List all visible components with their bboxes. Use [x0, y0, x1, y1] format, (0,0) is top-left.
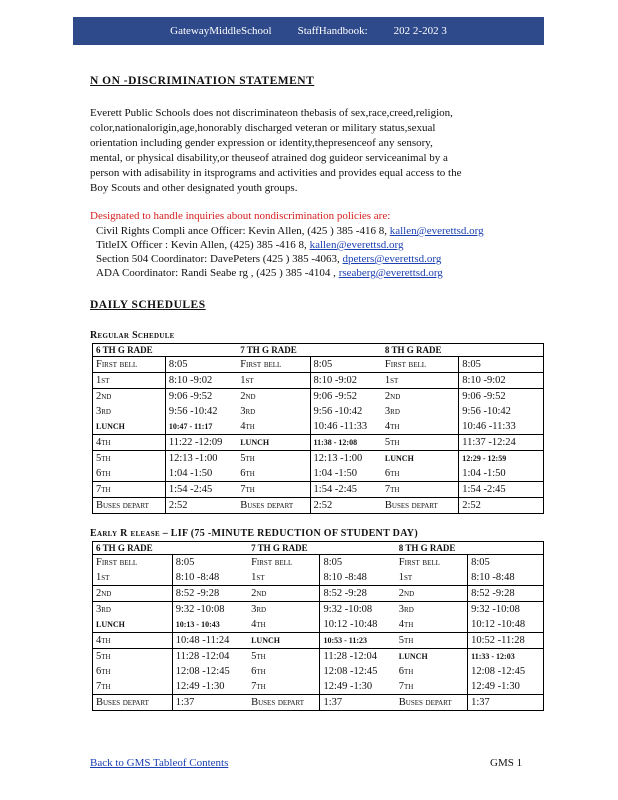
period-label: 4th	[382, 419, 459, 435]
header-school: GatewayMiddleSchool	[170, 25, 272, 37]
coordinator-title-ix	[96, 238, 404, 252]
email-link[interactable]: kallen@everettsd.org	[309, 239, 404, 251]
period-label: 7th	[93, 482, 166, 498]
coordinator-label: Civil Rights Compli ance Officer: Kevin Allen, (425 ) 385 -416 8,	[96, 225, 390, 237]
period-time: 9:56 -10:42	[165, 404, 237, 419]
period-time: 9:32 -10:08	[320, 602, 396, 618]
period-time: 8:05	[459, 357, 544, 373]
period-label: 3rd	[398, 604, 414, 615]
coordinator-civil-rights	[96, 224, 484, 238]
period-label: 4th	[237, 419, 310, 435]
period-time: 11:22 -12:09	[165, 435, 237, 451]
period-label: 7th	[382, 482, 459, 498]
back-to-contents-link[interactable]: Back to GMS Tableof Contents	[90, 757, 229, 769]
period-time: 10:46 -11:33	[310, 419, 382, 435]
period-time: 8:05	[172, 555, 248, 571]
period-time: 1:37	[172, 695, 248, 711]
grade-8-header: 8 TH G RADE	[396, 542, 544, 555]
table-row	[93, 602, 544, 618]
table-row	[93, 482, 544, 498]
period-label: 2nd	[96, 391, 112, 402]
period-time: 11:28 -12:04	[320, 649, 396, 665]
period-label: First bell	[398, 557, 440, 568]
period-label: 5th	[96, 453, 111, 464]
period-time: 10:12 -10:48	[468, 617, 544, 633]
grade-6-header: 6 TH G RADE	[93, 344, 238, 357]
period-label: Buses depart	[240, 500, 294, 511]
grade-header-row	[93, 344, 544, 357]
period-label: First bell	[96, 557, 138, 568]
grade-7-header: 7 TH G RADE	[248, 542, 396, 555]
period-time: 8:52 -9:28	[468, 586, 544, 602]
period-time: 8:10 -8:48	[172, 570, 248, 586]
period-time: 11:37 -12:24	[459, 435, 544, 451]
period-label: LUNCH	[384, 454, 414, 463]
period-label: 3rd	[384, 406, 400, 417]
period-label: 6th	[237, 466, 310, 482]
coordinator-ada	[96, 266, 443, 280]
period-label: 7th	[248, 679, 320, 695]
period-time: 2:52	[459, 498, 544, 514]
period-label: Buses depart	[251, 697, 305, 708]
table-row	[93, 649, 544, 665]
period-time: 8:10 -8:48	[320, 570, 396, 586]
period-time: 1:54 -2:45	[310, 482, 382, 498]
period-label: First bell	[382, 357, 459, 373]
period-label: LUNCH	[93, 419, 166, 435]
statement-line: Boy Scouts and other designated youth groups.	[90, 182, 298, 194]
table-row	[93, 498, 544, 514]
email-link[interactable]: dpeters@everettsd.org	[342, 253, 442, 265]
table-row	[93, 357, 544, 373]
period-time: 12:13 -1:00	[310, 451, 382, 467]
period-label: 4th	[396, 617, 468, 633]
period-time: 11:33 - 12:03	[468, 649, 544, 665]
period-label: 6th	[382, 466, 459, 482]
period-label: First bell	[251, 557, 293, 568]
table-row	[93, 679, 544, 695]
period-label: 2nd	[248, 586, 320, 602]
period-time: 9:06 -9:52	[459, 389, 544, 405]
period-time: 9:06 -9:52	[310, 389, 382, 405]
period-label: 2nd	[384, 391, 401, 402]
period-time: 8:10 -9:02	[459, 373, 544, 389]
period-time: 12:13 -1:00	[165, 451, 237, 467]
period-time: 12:08 -12:45	[320, 664, 396, 679]
period-label: LUNCH	[93, 617, 173, 633]
statement-line: person with adisability in itsprograms and activities and provides equal access to the	[90, 167, 462, 179]
period-label: 2nd	[396, 586, 468, 602]
period-label: 6th	[398, 666, 414, 677]
period-time: 12:08 -12:45	[468, 664, 544, 679]
grade-7-header: 7 TH G RADE	[237, 344, 382, 357]
statement-line: mental, or physical disability,or theuseof atrained dog guideor serviceanimal by a	[90, 152, 448, 164]
period-label: Buses depart	[96, 500, 149, 511]
table-row	[93, 664, 544, 679]
period-time: 12:08 -12:45	[172, 664, 248, 679]
period-time: 8:10 -8:48	[468, 570, 544, 586]
table-row	[93, 466, 544, 482]
period-label: 7th	[237, 482, 310, 498]
period-time: 8:52 -9:28	[172, 586, 248, 602]
period-label: 6th	[93, 466, 166, 482]
period-label: 4th	[93, 633, 173, 649]
table-row	[93, 419, 544, 435]
regular-schedule-table	[92, 343, 544, 514]
period-label: Buses depart	[384, 500, 438, 511]
period-label: 3rd	[96, 604, 111, 615]
early-release-label: Early R elease – LIF (75 -MINUTE REDUCTION OF STUDENT DAY)	[90, 528, 418, 539]
period-label: LUNCH	[398, 652, 428, 661]
period-label: 1st	[237, 373, 310, 389]
email-link[interactable]: rseaberg@everettsd.org	[338, 267, 443, 279]
period-label: 5th	[96, 651, 111, 662]
period-time: 10:53 - 11:23	[320, 633, 396, 649]
nondiscrimination-statement	[90, 106, 502, 196]
period-time: 10:46 -11:33	[459, 419, 544, 435]
period-label: 5th	[382, 435, 459, 451]
table-row	[93, 373, 544, 389]
period-time: 1:04 -1:50	[459, 466, 544, 482]
period-time: 8:05	[310, 357, 382, 373]
period-time: 8:10 -9:02	[310, 373, 382, 389]
period-label: 1st	[396, 570, 468, 586]
period-label: 4th	[93, 435, 166, 451]
statement-line: Everett Public Schools does not discriminateon thebasis of sex,race,creed,religion,	[90, 107, 453, 119]
statement-line: orientation including gender expression or identity,thepresenceof any sensory,	[90, 137, 433, 149]
period-time: 10:47 - 11:17	[165, 419, 237, 435]
period-time: 12:49 -1:30	[172, 679, 248, 695]
period-time: 8:52 -9:28	[320, 586, 396, 602]
grade-8-header: 8 TH G RADE	[382, 344, 544, 357]
early-release-table	[92, 541, 544, 711]
coordinator-section-504	[96, 252, 441, 266]
page-number: GMS 1	[490, 757, 523, 769]
nondiscrimination-title: N ON -DISCRIMINATION STATEMENT	[90, 75, 315, 87]
period-time: 1:54 -2:45	[459, 482, 544, 498]
page-header	[73, 17, 544, 45]
period-time: 9:56 -10:42	[459, 404, 544, 419]
period-time: 10:12 -10:48	[320, 617, 396, 633]
coordinator-label: ADA Coordinator: Randi Seabe rg , (425 ) 385 -4104 ,	[96, 267, 339, 279]
period-time: 9:32 -10:08	[172, 602, 248, 618]
period-time: 10:52 -11:28	[468, 633, 544, 649]
email-link[interactable]: kallen@everettsd.org	[389, 225, 484, 237]
period-label: 5th	[240, 453, 255, 464]
period-time: 11:38 - 12:08	[310, 435, 382, 451]
period-time: 10:13 - 10:43	[172, 617, 248, 633]
period-label: 3rd	[240, 406, 256, 417]
period-label: 4th	[248, 617, 320, 633]
header-handbook: StaffHandbook:	[297, 25, 368, 37]
period-time: 1:04 -1:50	[310, 466, 382, 482]
daily-schedules-title: DAILY SCHEDULES	[90, 299, 206, 311]
period-label: 1st	[93, 570, 173, 586]
period-time: 9:32 -10:08	[468, 602, 544, 618]
grade-6-header: 6 TH G RADE	[93, 542, 249, 555]
period-label: Buses depart	[96, 697, 149, 708]
period-label: 6th	[96, 666, 111, 677]
coordinator-label: TitleIX Officer : Kevin Allen, (425) 385 -416 8,	[96, 239, 310, 251]
period-label: LUNCH	[237, 435, 310, 451]
period-label: 7th	[396, 679, 468, 695]
table-row	[93, 570, 544, 586]
period-time: 12:49 -1:30	[320, 679, 396, 695]
period-time: 1:37	[320, 695, 396, 711]
period-label: 3rd	[96, 406, 111, 417]
statement-line: color,nationalorigin,age,honorably discharged veteran or military status,sexual	[90, 122, 436, 134]
period-label: 5th	[251, 651, 266, 662]
table-row	[93, 586, 544, 602]
period-time: 2:52	[310, 498, 382, 514]
period-time: 12:49 -1:30	[468, 679, 544, 695]
designated-heading: Designated to handle inquiries about nondiscrimination policies are:	[90, 210, 391, 222]
period-label: 7th	[93, 679, 173, 695]
table-row	[93, 555, 544, 571]
grade-header-row	[93, 542, 544, 555]
table-row	[93, 404, 544, 419]
table-row	[93, 451, 544, 467]
period-label: 1st	[248, 570, 320, 586]
period-time: 9:06 -9:52	[165, 389, 237, 405]
period-time: 11:28 -12:04	[172, 649, 248, 665]
period-label: 1st	[382, 373, 459, 389]
table-row	[93, 435, 544, 451]
period-label: 6th	[251, 666, 266, 677]
period-time: 8:05	[165, 357, 237, 373]
period-label: 3rd	[251, 604, 267, 615]
period-label: 5th	[396, 633, 468, 649]
period-time: 1:37	[468, 695, 544, 711]
period-time: 2:52	[165, 498, 237, 514]
period-time: 10:48 -11:24	[172, 633, 248, 649]
period-time: 8:05	[468, 555, 544, 571]
period-label: First bell	[237, 357, 310, 373]
period-label: Buses depart	[398, 697, 452, 708]
period-time: 1:54 -2:45	[165, 482, 237, 498]
table-row	[93, 695, 544, 711]
period-time: 8:10 -9:02	[165, 373, 237, 389]
period-label: 1st	[93, 373, 166, 389]
period-label: 2nd	[240, 391, 256, 402]
period-label: 2nd	[93, 586, 173, 602]
period-time: 8:05	[320, 555, 396, 571]
period-time: 12:29 - 12:59	[459, 451, 544, 467]
coordinator-label: Section 504 Coordinator: DavePeters (425 ) 385 -4063,	[96, 253, 343, 265]
period-time: 9:56 -10:42	[310, 404, 382, 419]
table-row	[93, 389, 544, 405]
period-time: 1:04 -1:50	[165, 466, 237, 482]
header-year: 202 2-202 3	[393, 25, 447, 37]
period-label: First bell	[93, 357, 166, 373]
regular-schedule-label: Regular Schedule	[90, 330, 175, 341]
period-label: LUNCH	[248, 633, 320, 649]
table-row	[93, 617, 544, 633]
table-row	[93, 633, 544, 649]
